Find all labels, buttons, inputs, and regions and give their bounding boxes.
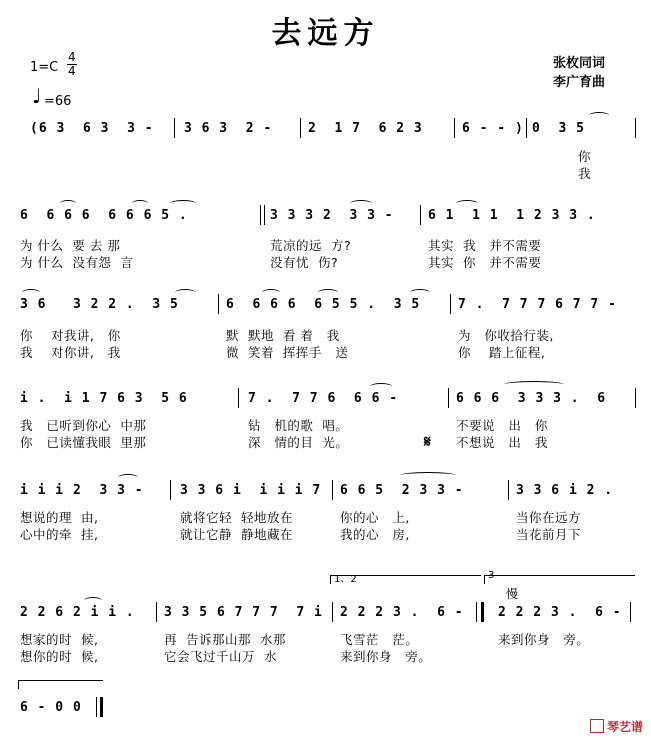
lyric: 想家的时 候, [20, 632, 99, 647]
lyric: 深 情的目 光。 [248, 435, 349, 450]
slur [175, 289, 195, 296]
lyric: 钻 机的歌 唱。 [248, 418, 349, 433]
measure-notes: 2 2 6 2 i i . [20, 605, 135, 620]
barline [170, 480, 171, 500]
measure-notes: 6 6 6 3 3 3 . 6 [456, 391, 607, 406]
lyric: 就将它轻 轻地放在 [180, 510, 293, 525]
lyric: 荒凉的远 方? [270, 238, 352, 253]
lyric: 不想说 出 我 [456, 435, 548, 450]
lyric: 就让它静 静地藏在 [180, 527, 293, 542]
system-5-notes [0, 483, 651, 501]
system-2-lyrics-verse-1 [0, 236, 651, 254]
measure-notes: 6 - - ) [462, 121, 524, 136]
lyric: 想说的理 由, [20, 510, 99, 525]
barline [526, 118, 527, 138]
system-5-lyrics-verse-1 [0, 508, 651, 526]
slur [589, 112, 609, 119]
barline [635, 118, 636, 138]
lyric: 想你的时 候, [20, 649, 99, 664]
measure-notes: 3 3 5 6 7 7 7 7 i [164, 605, 323, 620]
system-2-notes [0, 208, 651, 226]
system-4-lyrics-verse-1 [0, 416, 651, 434]
measure-notes: 3 3 6 i i i i 7 [180, 483, 322, 498]
lyric: 默 默地 看 着 我 [226, 328, 340, 343]
lyric: 不要说 出 你 [456, 418, 548, 433]
measure-notes: 3 3 3 2 3 3 - [270, 208, 394, 223]
system-3-lyrics-verse-2 [0, 343, 651, 361]
lyric: 飞雪茫 茫。 [340, 632, 419, 647]
lyric: 我 对你讲, 我 [20, 345, 121, 360]
slur [318, 289, 338, 296]
measure-notes: i . i 1 7 6 3 5 6 [20, 391, 188, 406]
quarter-note-icon: ♩ [32, 84, 42, 108]
barline [420, 205, 421, 225]
barline [96, 697, 97, 717]
system-3-notes [0, 297, 651, 315]
slur [84, 597, 102, 604]
measure-notes: 7 . 7 7 7 6 7 7 - [458, 297, 617, 312]
measure-notes: 3 6 3 2 2 . 3 5 [20, 297, 179, 312]
lyric: 来到你身 旁。 [498, 632, 590, 647]
barline [508, 480, 509, 500]
measure-notes: 6 6 6 6 6 6 6 5 . [20, 208, 188, 223]
measure-notes: 2 2 2 3 . 6 - [340, 605, 464, 620]
lyric: 你的心 上, [340, 510, 410, 525]
barline [174, 118, 175, 138]
measure-notes: 6 1 1 1 1 2 3 3 . [428, 208, 596, 223]
lyric: 它会飞过千山万 水 [164, 649, 277, 664]
lyric: 心中的牵 挂, [20, 527, 99, 542]
slur [370, 383, 392, 390]
lyric: 为 你收拾行装, [458, 328, 554, 343]
system-1-lyrics-verse-1 [0, 147, 651, 165]
watermark-logo [590, 718, 643, 735]
slur [400, 472, 456, 479]
system-5-lyrics-verse-2 [0, 525, 651, 543]
measure-notes: (6 3 6 3 3 - [30, 121, 154, 136]
volta-label-2: 3 [488, 570, 495, 581]
system-6-lyrics-verse-2 [0, 647, 651, 665]
lyric: 没有忧 伤? [270, 255, 339, 270]
lyric: 微 笑着 挥挥手 送 [226, 345, 349, 360]
system-1-lyrics-verse-2 [0, 164, 651, 182]
final-barline [100, 697, 103, 717]
measure-notes: 2 2 2 3 . 6 - [498, 605, 622, 620]
slur [170, 200, 196, 207]
lyric: 你 踏上征程, [458, 345, 546, 360]
measure-notes: 6 6 6 6 6 5 5 . 3 5 [226, 297, 421, 312]
barline [218, 294, 219, 314]
barline [630, 602, 631, 622]
lyricist-credit: 张枚同词 [553, 56, 606, 71]
time-signature-top: 4 [68, 50, 76, 64]
logo-icon [590, 719, 604, 733]
volta-bracket-end [18, 680, 103, 689]
system-3-lyrics-verse-1 [0, 326, 651, 344]
lyric: 再 告诉那山那 水那 [164, 632, 286, 647]
measure-notes: 7 . 7 7 6 6 6 - [248, 391, 399, 406]
slur [132, 200, 148, 207]
system-1-notes [0, 121, 651, 139]
lyric: 我的心 房, [340, 527, 410, 542]
measure-notes: i i i 2 3 3 - [20, 483, 144, 498]
lyric: 当花前月下 [516, 527, 582, 542]
barline [332, 602, 333, 622]
barline [264, 205, 265, 225]
tempo-marking: =66 [44, 94, 72, 109]
slur [504, 381, 564, 388]
lyric: 当你在远方 [516, 510, 582, 525]
measure-notes: 3 6 3 2 - [184, 121, 273, 136]
slur [118, 474, 138, 481]
barline [332, 480, 333, 500]
slur [60, 200, 76, 207]
measure-notes: 6 - 0 0 [20, 700, 82, 715]
barline [635, 388, 636, 408]
key-signature: 1=C [30, 60, 59, 75]
barline [300, 118, 301, 138]
lyric: 我 [578, 166, 592, 181]
system-7-notes [0, 700, 651, 718]
lyric: 我 已听到你心 中那 [20, 418, 147, 433]
system-6-notes [0, 605, 651, 623]
lyric: 其实 你 并不需要 [428, 255, 542, 270]
system-4-notes [0, 391, 651, 409]
lyric: 你 [578, 149, 592, 164]
barline [450, 294, 451, 314]
slur [262, 289, 280, 296]
system-4-lyrics-verse-2 [0, 433, 651, 451]
measure-notes: 6 6 5 2 3 3 - [340, 483, 464, 498]
barline [476, 602, 477, 622]
barline [260, 205, 261, 225]
slur [22, 289, 40, 296]
system-2-lyrics-verse-2 [0, 253, 651, 271]
tempo-mark-slow: 慢 [506, 587, 519, 601]
lyric: 来到你身 旁。 [340, 649, 432, 664]
barline [448, 388, 449, 408]
barline [156, 602, 157, 622]
system-6-lyrics-verse-1 [0, 630, 651, 648]
measure-notes: 0 3 5 [532, 121, 585, 136]
lyric: 其实 我 并不需要 [428, 238, 542, 253]
lyric: 为 什么 要 去 那 [20, 238, 121, 253]
measure-notes: 2 1 7 6 2 3 [308, 121, 423, 136]
volta-label-1: 1、2 [334, 574, 357, 585]
lyric: 为 什么 没有怨 言 [20, 255, 134, 270]
segno-icon: 𝄋 [424, 432, 431, 451]
repeat-barline [481, 602, 484, 622]
song-title: 去远方 [271, 16, 380, 51]
time-signature-bottom: 4 [68, 64, 76, 78]
slur [410, 289, 430, 296]
slur [456, 200, 478, 207]
volta-bracket-2 [484, 575, 635, 584]
composer-credit: 李广育曲 [553, 75, 606, 90]
measure-notes: 3 3 6 i 2 . [516, 483, 614, 498]
barline [238, 388, 239, 408]
barline [454, 118, 455, 138]
lyric: 你 已读懂我眼 里那 [20, 435, 147, 450]
slur [350, 200, 372, 207]
watermark-text: 琴艺谱 [606, 720, 643, 734]
lyric: 你 对我讲, 你 [20, 328, 121, 343]
